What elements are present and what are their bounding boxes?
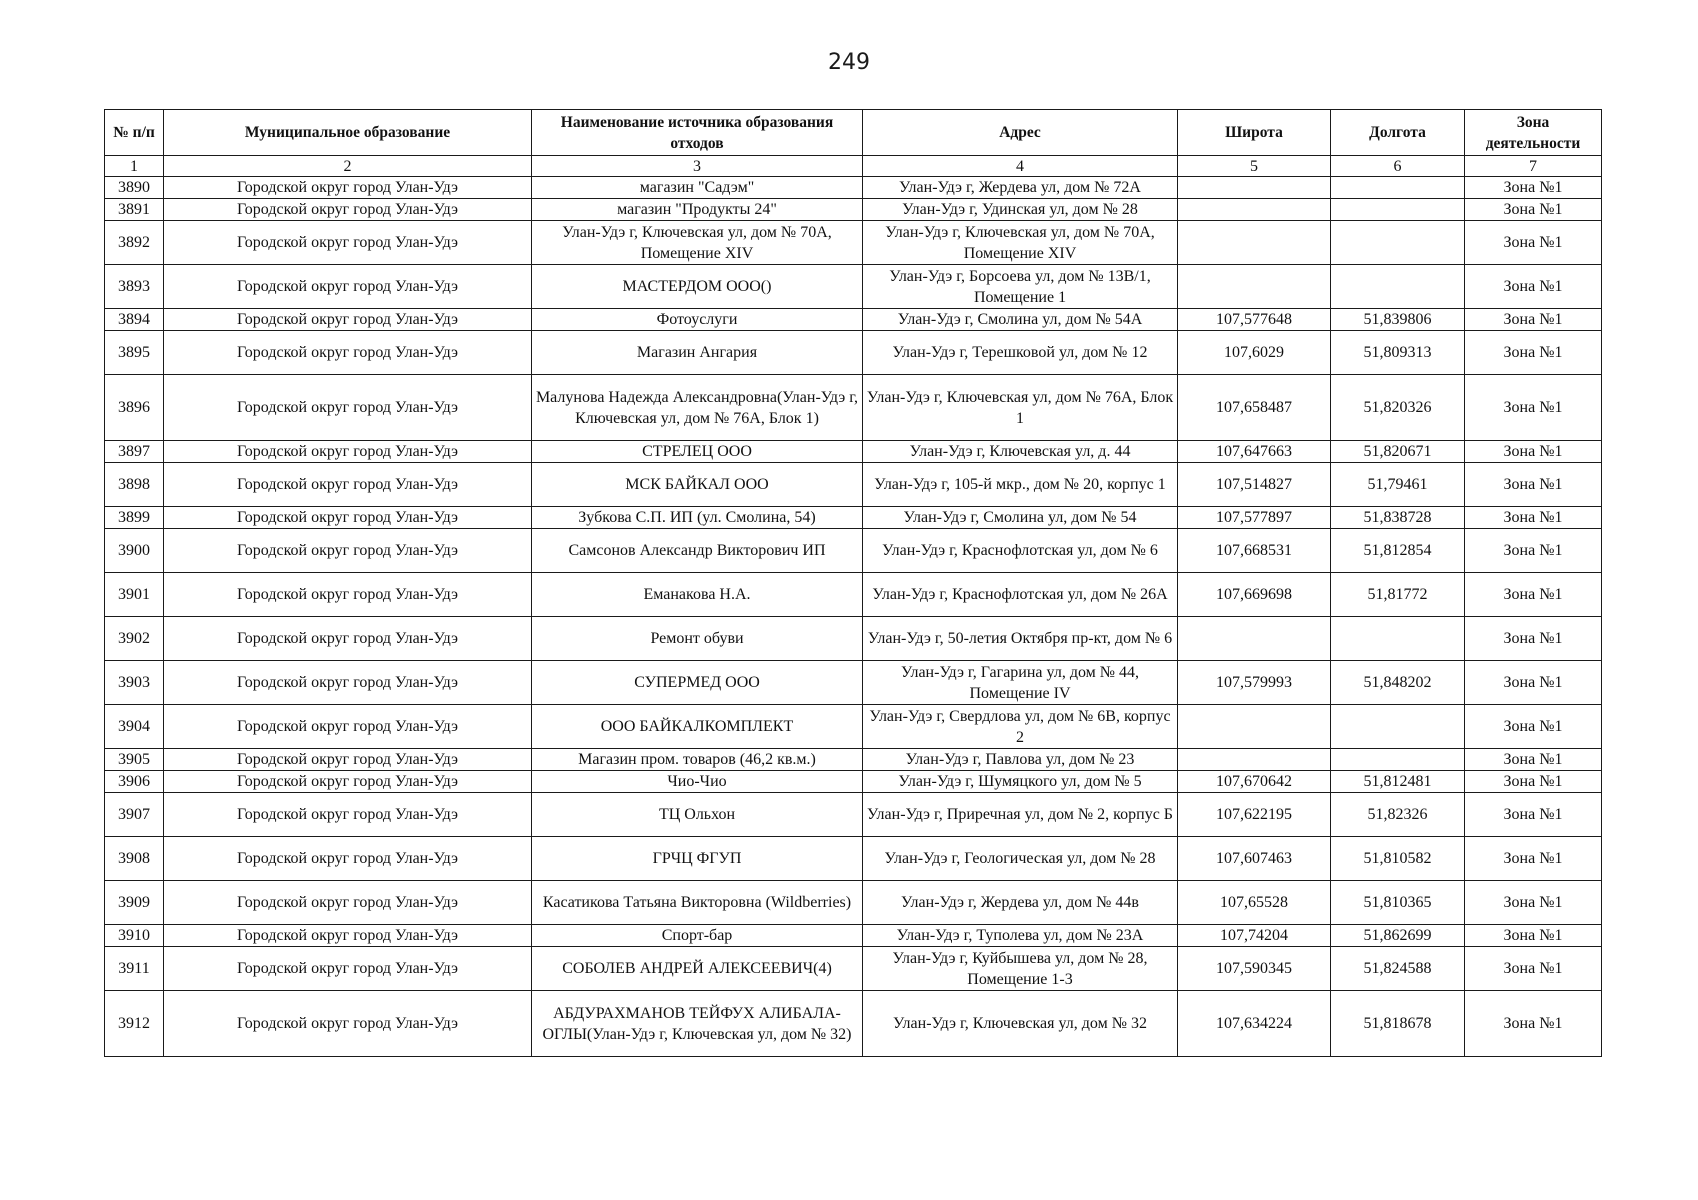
latitude	[1178, 177, 1331, 199]
zone: Зона №1	[1465, 881, 1602, 925]
address: Улан-Удэ г, Удинская ул, дом № 28	[863, 199, 1178, 221]
latitude: 107,658487	[1178, 375, 1331, 441]
table-row	[105, 463, 1602, 507]
municipality: Городской округ город Улан-Удэ	[164, 309, 532, 331]
row-number: 3903	[105, 661, 164, 705]
source-name: МСК БАЙКАЛ ООО	[532, 463, 863, 507]
table-row	[105, 705, 1602, 749]
table-row	[105, 925, 1602, 947]
zone: Зона №1	[1465, 661, 1602, 705]
address: Улан-Удэ г, Гагарина ул, дом № 44, Помещение IV	[863, 661, 1178, 705]
latitude	[1178, 749, 1331, 771]
latitude	[1178, 199, 1331, 221]
source-name: Еманакова Н.А.	[532, 573, 863, 617]
address: Улан-Удэ г, Ключевская ул, д. 44	[863, 441, 1178, 463]
longitude: 51,810582	[1331, 837, 1465, 881]
latitude: 107,669698	[1178, 573, 1331, 617]
address: Улан-Удэ г, Смолина ул, дом № 54	[863, 507, 1178, 529]
header-zone: Зона деятельности	[1465, 110, 1602, 156]
longitude: 51,812481	[1331, 771, 1465, 793]
zone: Зона №1	[1465, 441, 1602, 463]
municipality: Городской округ город Улан-Удэ	[164, 199, 532, 221]
latitude: 107,622195	[1178, 793, 1331, 837]
longitude: 51,810365	[1331, 881, 1465, 925]
table-row	[105, 177, 1602, 199]
zone: Зона №1	[1465, 749, 1602, 771]
zone: Зона №1	[1465, 375, 1602, 441]
latitude: 107,514827	[1178, 463, 1331, 507]
source-name: Ремонт обуви	[532, 617, 863, 661]
column-number: 2	[164, 156, 532, 177]
latitude: 107,590345	[1178, 947, 1331, 991]
zone: Зона №1	[1465, 309, 1602, 331]
municipality: Городской округ город Улан-Удэ	[164, 925, 532, 947]
longitude: 51,848202	[1331, 661, 1465, 705]
row-number: 3891	[105, 199, 164, 221]
municipality: Городской округ город Улан-Удэ	[164, 331, 532, 375]
longitude: 51,818678	[1331, 991, 1465, 1057]
longitude: 51,812854	[1331, 529, 1465, 573]
zone: Зона №1	[1465, 705, 1602, 749]
source-name: ГРЧЦ ФГУП	[532, 837, 863, 881]
table-row	[105, 881, 1602, 925]
row-number: 3897	[105, 441, 164, 463]
table-row	[105, 793, 1602, 837]
header-address: Адрес	[863, 110, 1178, 156]
address: Улан-Удэ г, Ключевская ул, дом № 70А, Помещение XIV	[863, 221, 1178, 265]
address: Улан-Удэ г, Жердева ул, дом № 72А	[863, 177, 1178, 199]
source-name: Малунова Надежда Александровна(Улан-Удэ г, Ключевская ул, дом № 76А, Блок 1)	[532, 375, 863, 441]
column-number: 7	[1465, 156, 1602, 177]
zone: Зона №1	[1465, 573, 1602, 617]
longitude	[1331, 749, 1465, 771]
latitude: 107,634224	[1178, 991, 1331, 1057]
latitude: 107,579993	[1178, 661, 1331, 705]
row-number: 3912	[105, 991, 164, 1057]
table-row	[105, 991, 1602, 1057]
row-number: 3895	[105, 331, 164, 375]
address: Улан-Удэ г, Борсоева ул, дом № 13В/1, Помещение 1	[863, 265, 1178, 309]
address: Улан-Удэ г, Свердлова ул, дом № 6В, корпус 2	[863, 705, 1178, 749]
address: Улан-Удэ г, Жердева ул, дом № 44в	[863, 881, 1178, 925]
row-number: 3910	[105, 925, 164, 947]
table-header-row	[105, 110, 1602, 156]
address: Улан-Удэ г, Приречная ул, дом № 2, корпус Б	[863, 793, 1178, 837]
longitude: 51,820326	[1331, 375, 1465, 441]
table-row	[105, 749, 1602, 771]
latitude: 107,607463	[1178, 837, 1331, 881]
source-name: Магазин пром. товаров (46,2 кв.м.)	[532, 749, 863, 771]
municipality: Городской округ город Улан-Удэ	[164, 837, 532, 881]
longitude	[1331, 265, 1465, 309]
longitude: 51,824588	[1331, 947, 1465, 991]
municipality: Городской округ город Улан-Удэ	[164, 221, 532, 265]
zone: Зона №1	[1465, 265, 1602, 309]
table-row	[105, 309, 1602, 331]
address: Улан-Удэ г, Павлова ул, дом № 23	[863, 749, 1178, 771]
row-number: 3900	[105, 529, 164, 573]
header-source-name: Наименование источника образования отходов	[532, 110, 863, 156]
zone: Зона №1	[1465, 221, 1602, 265]
address: Улан-Удэ г, Краснофлотская ул, дом № 26А	[863, 573, 1178, 617]
longitude: 51,81772	[1331, 573, 1465, 617]
address: Улан-Удэ г, Геологическая ул, дом № 28	[863, 837, 1178, 881]
column-number: 3	[532, 156, 863, 177]
source-name: ТЦ Ольхон	[532, 793, 863, 837]
row-number: 3902	[105, 617, 164, 661]
latitude	[1178, 705, 1331, 749]
header-latitude: Широта	[1178, 110, 1331, 156]
longitude: 51,79461	[1331, 463, 1465, 507]
table-row	[105, 529, 1602, 573]
table-row	[105, 221, 1602, 265]
municipality: Городской округ город Улан-Удэ	[164, 375, 532, 441]
municipality: Городской округ город Улан-Удэ	[164, 617, 532, 661]
source-name: СОБОЛЕВ АНДРЕЙ АЛЕКСЕЕВИЧ(4)	[532, 947, 863, 991]
longitude	[1331, 617, 1465, 661]
source-name: ООО БАЙКАЛКОМПЛЕКТ	[532, 705, 863, 749]
zone: Зона №1	[1465, 199, 1602, 221]
municipality: Городской округ город Улан-Удэ	[164, 661, 532, 705]
latitude: 107,6029	[1178, 331, 1331, 375]
longitude: 51,809313	[1331, 331, 1465, 375]
address: Улан-Удэ г, 50-летия Октября пр-кт, дом № 6	[863, 617, 1178, 661]
row-number: 3899	[105, 507, 164, 529]
row-number: 3898	[105, 463, 164, 507]
row-number: 3890	[105, 177, 164, 199]
table-row	[105, 265, 1602, 309]
zone: Зона №1	[1465, 507, 1602, 529]
table-row	[105, 617, 1602, 661]
row-number: 3906	[105, 771, 164, 793]
table-row	[105, 199, 1602, 221]
latitude: 107,65528	[1178, 881, 1331, 925]
row-number: 3909	[105, 881, 164, 925]
column-number: 4	[863, 156, 1178, 177]
municipality: Городской округ город Улан-Удэ	[164, 705, 532, 749]
header-longitude: Долгота	[1331, 110, 1465, 156]
municipality: Городской округ город Улан-Удэ	[164, 463, 532, 507]
source-name: МАСТЕРДОМ ООО()	[532, 265, 863, 309]
zone: Зона №1	[1465, 617, 1602, 661]
longitude	[1331, 705, 1465, 749]
row-number: 3901	[105, 573, 164, 617]
longitude	[1331, 199, 1465, 221]
page-number: 249	[828, 50, 870, 75]
source-name: Спорт-бар	[532, 925, 863, 947]
table-row	[105, 771, 1602, 793]
table-row	[105, 331, 1602, 375]
longitude: 51,820671	[1331, 441, 1465, 463]
table-row	[105, 947, 1602, 991]
table-row	[105, 441, 1602, 463]
zone: Зона №1	[1465, 331, 1602, 375]
municipality: Городской округ город Улан-Удэ	[164, 793, 532, 837]
municipality: Городской округ город Улан-Удэ	[164, 573, 532, 617]
municipality: Городской округ город Улан-Удэ	[164, 749, 532, 771]
column-number: 6	[1331, 156, 1465, 177]
column-number-row	[105, 156, 1602, 177]
source-name: Чио-Чио	[532, 771, 863, 793]
latitude: 107,577897	[1178, 507, 1331, 529]
longitude: 51,839806	[1331, 309, 1465, 331]
longitude	[1331, 177, 1465, 199]
row-number: 3907	[105, 793, 164, 837]
table-row	[105, 661, 1602, 705]
source-name: Фотоуслуги	[532, 309, 863, 331]
longitude: 51,862699	[1331, 925, 1465, 947]
row-number: 3894	[105, 309, 164, 331]
zone: Зона №1	[1465, 837, 1602, 881]
table-row	[105, 573, 1602, 617]
address: Улан-Удэ г, Краснофлотская ул, дом № 6	[863, 529, 1178, 573]
municipality: Городской округ город Улан-Удэ	[164, 881, 532, 925]
header-municipality: Муниципальное образование	[164, 110, 532, 156]
zone: Зона №1	[1465, 947, 1602, 991]
row-number: 3911	[105, 947, 164, 991]
source-name: СТРЕЛЕЦ ООО	[532, 441, 863, 463]
municipality: Городской округ город Улан-Удэ	[164, 507, 532, 529]
address: Улан-Удэ г, Куйбышева ул, дом № 28, Помещение 1-3	[863, 947, 1178, 991]
row-number: 3905	[105, 749, 164, 771]
zone: Зона №1	[1465, 925, 1602, 947]
zone: Зона №1	[1465, 991, 1602, 1057]
longitude: 51,82326	[1331, 793, 1465, 837]
source-name: Самсонов Александр Викторович ИП	[532, 529, 863, 573]
column-number: 5	[1178, 156, 1331, 177]
source-name: СУПЕРМЕД ООО	[532, 661, 863, 705]
address: Улан-Удэ г, Смолина ул, дом № 54А	[863, 309, 1178, 331]
municipality: Городской округ город Улан-Удэ	[164, 991, 532, 1057]
latitude	[1178, 265, 1331, 309]
column-number: 1	[105, 156, 164, 177]
source-name: Зубкова С.П. ИП (ул. Смолина, 54)	[532, 507, 863, 529]
table-body	[105, 177, 1602, 1057]
row-number: 3893	[105, 265, 164, 309]
address: Улан-Удэ г, Терешковой ул, дом № 12	[863, 331, 1178, 375]
waste-sources-table	[104, 109, 1602, 1057]
header-number: № п/п	[105, 110, 164, 156]
latitude: 107,74204	[1178, 925, 1331, 947]
address: Улан-Удэ г, Ключевская ул, дом № 76А, Блок 1	[863, 375, 1178, 441]
row-number: 3892	[105, 221, 164, 265]
source-name: Улан-Удэ г, Ключевская ул, дом № 70А, Помещение XIV	[532, 221, 863, 265]
municipality: Городской округ город Улан-Удэ	[164, 265, 532, 309]
row-number: 3896	[105, 375, 164, 441]
municipality: Городской округ город Улан-Удэ	[164, 441, 532, 463]
latitude	[1178, 221, 1331, 265]
longitude	[1331, 221, 1465, 265]
latitude	[1178, 617, 1331, 661]
row-number: 3908	[105, 837, 164, 881]
longitude: 51,838728	[1331, 507, 1465, 529]
zone: Зона №1	[1465, 529, 1602, 573]
address: Улан-Удэ г, Шумяцкого ул, дом № 5	[863, 771, 1178, 793]
source-name: АБДУРАХМАНОВ ТЕЙФУХ АЛИБАЛА-ОГЛЫ(Улан-Удэ г, Ключевская ул, дом № 32)	[532, 991, 863, 1057]
municipality: Городской округ город Улан-Удэ	[164, 771, 532, 793]
source-name: магазин "Садэм"	[532, 177, 863, 199]
zone: Зона №1	[1465, 177, 1602, 199]
table-row	[105, 375, 1602, 441]
row-number: 3904	[105, 705, 164, 749]
zone: Зона №1	[1465, 793, 1602, 837]
municipality: Городской округ город Улан-Удэ	[164, 177, 532, 199]
table-row	[105, 837, 1602, 881]
latitude: 107,647663	[1178, 441, 1331, 463]
source-name: магазин "Продукты 24"	[532, 199, 863, 221]
address: Улан-Удэ г, Туполева ул, дом № 23А	[863, 925, 1178, 947]
source-name: Касатикова Татьяна Викторовна (Wildberries)	[532, 881, 863, 925]
zone: Зона №1	[1465, 463, 1602, 507]
latitude: 107,670642	[1178, 771, 1331, 793]
latitude: 107,668531	[1178, 529, 1331, 573]
latitude: 107,577648	[1178, 309, 1331, 331]
source-name: Магазин Ангария	[532, 331, 863, 375]
table-row	[105, 507, 1602, 529]
address: Улан-Удэ г, 105-й мкр., дом № 20, корпус 1	[863, 463, 1178, 507]
address: Улан-Удэ г, Ключевская ул, дом № 32	[863, 991, 1178, 1057]
zone: Зона №1	[1465, 771, 1602, 793]
municipality: Городской округ город Улан-Удэ	[164, 529, 532, 573]
municipality: Городской округ город Улан-Удэ	[164, 947, 532, 991]
